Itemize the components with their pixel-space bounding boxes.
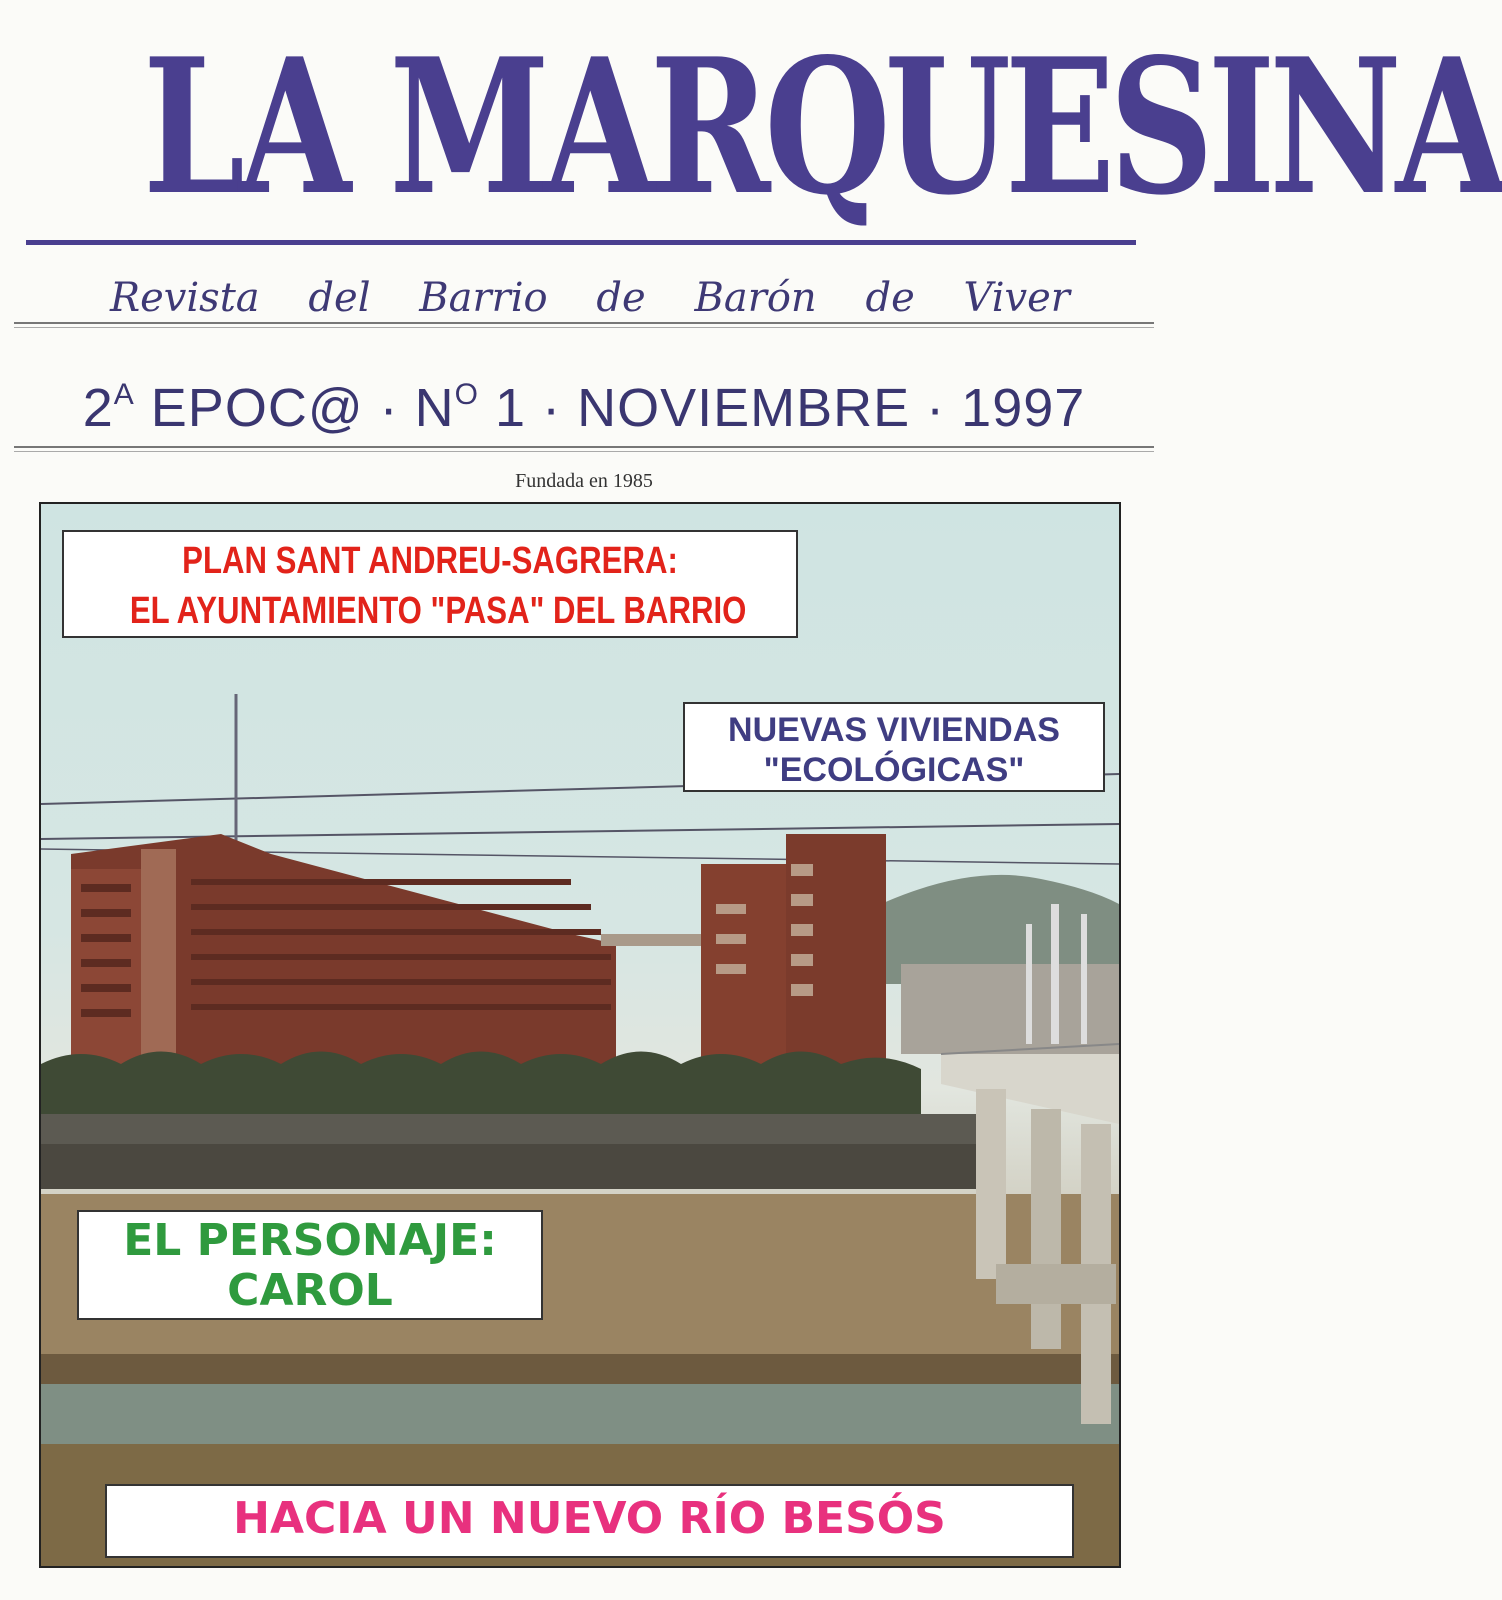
headline-plan-sant-andreu — [62, 530, 798, 638]
headline-plan-line2: EL AYUNTAMIENTO "PASA" DEL BARRIO — [129, 590, 747, 632]
masthead-rule — [26, 240, 1136, 245]
subtitle-word: Revista — [110, 275, 260, 321]
subtitle-word: de — [865, 275, 915, 321]
issue-line — [14, 360, 1154, 438]
cover-photo-illustration — [41, 504, 1119, 1566]
subtitle-word: de — [596, 275, 646, 321]
headline-personaje-line1: EL PERSONAJE: — [123, 1215, 497, 1266]
issue-number-sup: O — [454, 378, 479, 411]
headline-viviendas-line2: "ECOLÓGICAS" — [763, 751, 1025, 789]
headline-el-personaje — [77, 1210, 543, 1320]
issue-separator: · — [926, 378, 946, 438]
masthead — [20, 12, 1502, 252]
issue-number: 1 — [495, 378, 527, 438]
headline-plan-line1: PLAN SANT ANDREU-SAGRERA: — [182, 540, 678, 582]
cover-photo — [39, 502, 1121, 1568]
headline-viviendas-line1: NUEVAS VIVIENDAS — [728, 711, 1060, 749]
founded-note: Fundada en 1985 — [515, 470, 653, 492]
issue-epoca-sup: A — [113, 378, 135, 411]
issue-epoca-word: EPOC@ — [150, 378, 364, 438]
masthead-title: LA MARQUESINA — [142, 17, 1502, 236]
subtitle-word: del — [308, 275, 371, 321]
subtitle-word: Barón — [694, 275, 817, 321]
headline-rio-besos: HACIA UN NUEVO RÍO BESÓS — [105, 1484, 1074, 1558]
headline-nuevas-viviendas — [683, 702, 1105, 792]
issue-epoca-number: 2 — [82, 378, 114, 438]
headline-personaje-line2: CAROL — [227, 1265, 393, 1316]
subtitle-word: Viver — [963, 275, 1070, 321]
issue-separator: · — [542, 378, 562, 438]
divider-top — [14, 322, 1154, 328]
issue-year: 1997 — [961, 378, 1086, 438]
issue-separator: · — [379, 378, 399, 438]
issue-month: NOVIEMBRE — [577, 378, 911, 438]
issue-number-label: N — [414, 378, 455, 438]
masthead-subtitle — [110, 268, 1070, 328]
divider-bottom — [14, 446, 1154, 452]
subtitle-word: Barrio — [419, 275, 548, 321]
